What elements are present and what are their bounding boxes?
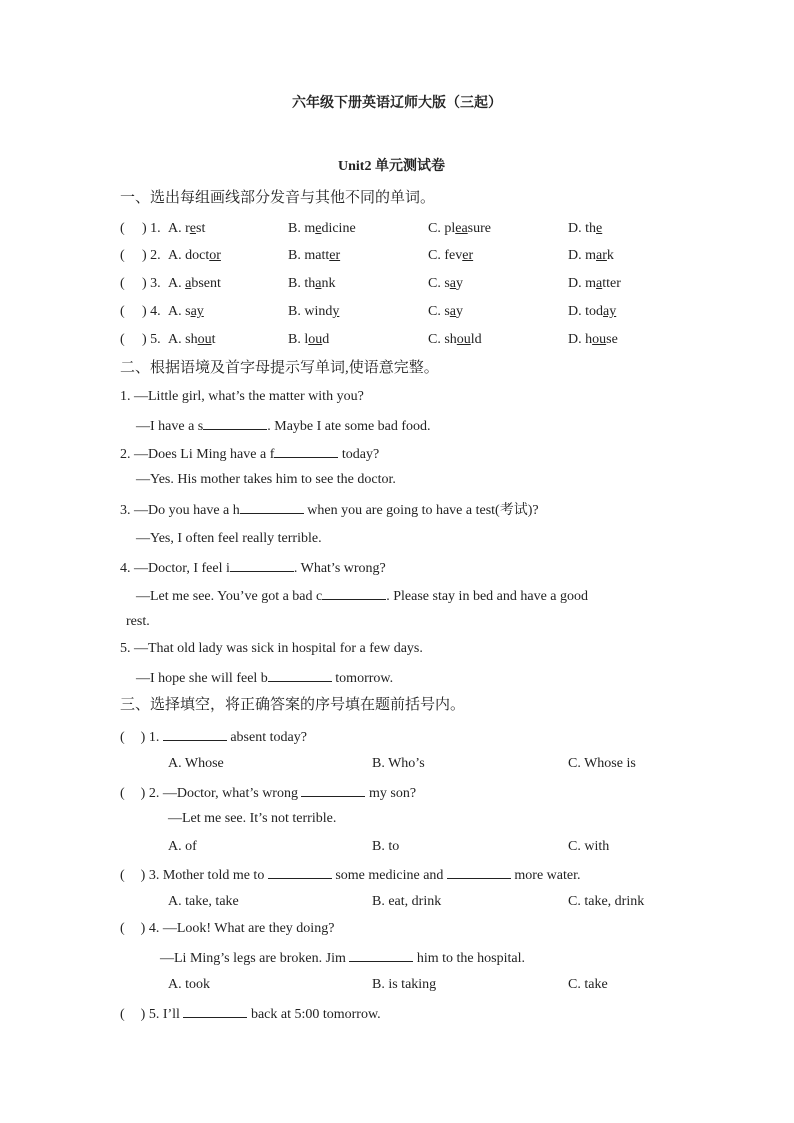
choice-q1-number: ) 1. [140,730,160,745]
fill-q5-line1: 5. —That old lady was sick in hospital for a few days. [120,641,423,656]
word-option-b[interactable] [288,275,335,293]
choice-q3-number: ) 3. Mother told me to [140,868,268,883]
option-letter: A. [168,304,182,319]
word-prefix: pl [444,221,456,236]
underlined-letters: ar [596,248,607,263]
word-suffix: y [456,276,464,291]
underlined-letters: ou [456,332,471,347]
underlined-letters: e [315,221,322,236]
word-option-a[interactable] [168,247,221,265]
option-b[interactable]: B. eat, drink [372,894,442,909]
question-number: ) 4. [142,304,161,319]
option-letter: B. [288,304,301,319]
choice-q3-suffix: more water. [510,868,581,883]
word-suffix: dicine [321,221,356,236]
fill-q3-suffix: when you are going to have a test(考试)? [303,503,539,518]
word-option-a[interactable] [168,275,221,293]
word-prefix: m [585,276,597,291]
section-3-heading: 三、选择填空，将正确答案的序号填在题前括号内。 [120,697,466,713]
word-prefix: doct [185,248,210,263]
underlined-letters: ou [592,332,607,347]
option-letter: D. [568,304,582,319]
answer-bracket-open[interactable]: ( [120,304,125,319]
word-prefix: s [444,276,450,291]
option-letter: D. [568,248,582,263]
fill-q4-prefix-2: —Let me see. You’ve got a bad c [136,589,323,604]
word-prefix: matt [304,248,330,263]
answer-blank[interactable] [447,865,511,879]
fill-q1-line1: 1. —Little girl, what’s the matter with you? [120,389,364,404]
underlined-letters: ou [308,332,323,347]
fill-q4-line1 [120,558,386,578]
option-b[interactable]: B. Who’s [372,756,425,771]
option-c[interactable]: C. Whose is [568,756,636,771]
word-prefix: s [185,304,191,319]
word-prefix: s [444,304,450,319]
answer-blank[interactable] [301,783,365,797]
fill-q5-suffix: tomorrow. [331,671,394,686]
answer-blank[interactable] [163,727,227,741]
word-prefix: wind [304,304,333,319]
option-c[interactable]: C. take, drink [568,894,645,909]
option-letter: D. [568,332,582,347]
answer-bracket-open[interactable]: ( [120,221,125,236]
word-option-a[interactable] [168,331,215,349]
fill-q4-line2 [136,586,588,606]
option-letter: A. [168,276,182,291]
fill-q2-line2: —Yes. His mother takes him to see the doctor. [136,472,396,487]
word-option-d[interactable] [568,331,618,349]
answer-bracket-open[interactable]: ( [120,332,125,347]
word-option-b[interactable] [288,247,340,265]
answer-bracket-open[interactable]: ( [120,248,125,263]
question-number: ) 1. [142,221,161,236]
underlined-letters: y [332,304,340,319]
word-option-c[interactable] [428,275,463,293]
fill-q3-prefix: 3. —Do you have a h [120,503,240,518]
choice-q2-suffix: my son? [365,786,417,801]
word-option-d[interactable] [568,303,616,321]
answer-blank[interactable] [268,865,332,879]
word-prefix: m [304,221,316,236]
fill-q2-line1 [120,444,379,464]
fill-q3-line1 [120,500,539,520]
word-suffix: k [606,248,614,263]
word-suffix: d [322,332,330,347]
unit-title: Unit2 单元测试卷 [338,159,445,174]
word-option-c[interactable] [428,220,491,238]
underlined-letters: a [185,276,192,291]
word-prefix: fev [444,248,463,263]
word-prefix: th [304,276,316,291]
fill-q1-prefix: —I have a s [136,419,204,434]
underlined-letters: a [596,276,603,291]
choice-q5-suffix: back at 5:00 tomorrow. [247,1007,381,1022]
word-prefix: tod [585,304,604,319]
answer-blank[interactable] [349,948,413,962]
answer-blank[interactable] [274,444,338,458]
question-number: ) 5. [142,332,161,347]
answer-bracket-open[interactable]: ( [120,276,125,291]
question-number: ) 3. [142,276,161,291]
option-letter: B. [288,332,301,347]
word-option-a[interactable] [168,220,205,238]
word-prefix: th [585,221,597,236]
fill-q2-suffix: today? [338,447,380,462]
option-a[interactable]: A. of [168,839,197,854]
option-a[interactable]: A. took [168,977,210,992]
choice-q3-middle: some medicine and [331,868,447,883]
fill-q4-suffix-2: . Please stay in bed and have a good [386,589,589,604]
word-suffix: t [211,332,216,347]
option-letter: C. [428,304,441,319]
word-prefix: m [585,248,597,263]
underlined-letters: ou [197,332,212,347]
word-prefix: sh [444,332,457,347]
fill-q5-line2 [136,668,393,688]
option-a[interactable]: A. take, take [168,894,239,909]
underlined-letters: ay [603,304,617,319]
option-letter: A. [168,221,182,236]
word-option-c[interactable] [428,247,473,265]
option-letter: D. [568,221,582,236]
word-suffix: bsent [191,276,221,291]
answer-blank[interactable] [203,416,267,430]
word-suffix: tter [602,276,621,291]
answer-blank[interactable] [230,558,294,572]
option-letter: A. [168,332,182,347]
fill-q2-prefix: 2. —Does Li Ming have a f [120,447,275,462]
word-option-d[interactable] [568,275,621,293]
underlined-letters: e [596,221,603,236]
fill-q5-prefix: —I hope she will feel b [136,671,268,686]
document-title: 六年级下册英语辽师大版（三起） [292,96,502,111]
choice-q4-prefix: —Li Ming’s legs are broken. Jim [160,951,350,966]
underlined-letters: a [449,304,457,319]
word-option-c[interactable] [428,303,463,321]
fill-q4-suffix: . What’s wrong? [293,561,386,576]
choice-q5-number: ) 5. I’ll [140,1007,184,1022]
question-number: ) 2. [142,248,161,263]
choice-q3-stem [120,865,581,885]
option-letter: C. [428,221,441,236]
answer-bracket-open[interactable]: ( [120,730,125,745]
word-suffix: st [196,221,206,236]
word-suffix: sure [467,221,491,236]
word-prefix: l [304,332,309,347]
answer-bracket-open[interactable]: ( [120,1007,125,1022]
answer-blank[interactable] [240,500,304,514]
underlined-letters: ay [190,304,204,319]
option-letter: B. [288,276,301,291]
answer-bracket-open[interactable]: ( [120,786,125,801]
underlined-letters: e [189,221,197,236]
option-a[interactable]: A. Whose [168,756,224,771]
choice-q2-line2: —Let me see. It’s not terrible. [168,811,337,826]
word-option-a[interactable] [168,303,204,321]
option-letter: C. [428,332,441,347]
underlined-letters: er [462,248,474,263]
answer-bracket-open[interactable]: ( [120,921,125,936]
option-b[interactable]: B. to [372,839,400,854]
choice-q2-number: ) 2. —Doctor, what’s wrong [140,786,302,801]
fill-q1-line2 [136,416,431,436]
word-suffix: ld [470,332,482,347]
section-2-heading: 二、根据语境及首字母提示写单词,使语意完整。 [120,360,439,376]
choice-q1-suffix: absent today? [226,730,307,745]
word-option-d[interactable] [568,220,602,238]
option-letter: C. [428,248,441,263]
word-option-b[interactable] [288,303,339,321]
answer-blank[interactable] [268,668,332,682]
underlined-letters: or [209,248,221,263]
word-prefix: r [185,221,190,236]
answer-blank[interactable] [322,586,386,600]
choice-q4-stem [120,920,334,938]
fill-q3-line2: —Yes, I often feel really terrible. [136,531,322,546]
fill-q4-line3: rest. [126,614,150,629]
choice-q2-stem [120,783,416,803]
underlined-letters: a [315,276,322,291]
underlined-letters: er [329,248,341,263]
word-option-b[interactable] [288,220,356,238]
word-option-d[interactable] [568,247,614,265]
word-prefix: h [585,332,593,347]
section-1-heading: 一、选出每组画线部分发音与其他不同的单词。 [120,190,436,206]
word-option-b[interactable] [288,331,329,349]
option-letter: A. [168,248,182,263]
option-c[interactable]: C. with [568,839,610,854]
underlined-letters: a [449,276,457,291]
option-c[interactable]: C. take [568,977,608,992]
choice-q5-stem [120,1004,381,1024]
option-letter: D. [568,276,582,291]
word-suffix: nk [321,276,336,291]
choice-q4-line2 [160,948,525,968]
choice-q4-suffix: him to the hospital. [413,951,525,966]
word-prefix: sh [185,332,198,347]
option-letter: C. [428,276,441,291]
underlined-letters: ea [455,221,468,236]
answer-blank[interactable] [183,1004,247,1018]
word-suffix: se [606,332,618,347]
answer-bracket-open[interactable]: ( [120,868,125,883]
choice-q4-line1: ) 4. —Look! What are they doing? [140,921,335,936]
fill-q1-suffix: . Maybe I ate some bad food. [267,419,431,434]
fill-q4-prefix: 4. —Doctor, I feel i [120,561,230,576]
option-letter: B. [288,221,301,236]
word-option-c[interactable] [428,331,482,349]
choice-q1-stem [120,727,307,747]
option-b[interactable]: B. is taking [372,977,437,992]
option-letter: B. [288,248,301,263]
word-suffix: y [456,304,464,319]
